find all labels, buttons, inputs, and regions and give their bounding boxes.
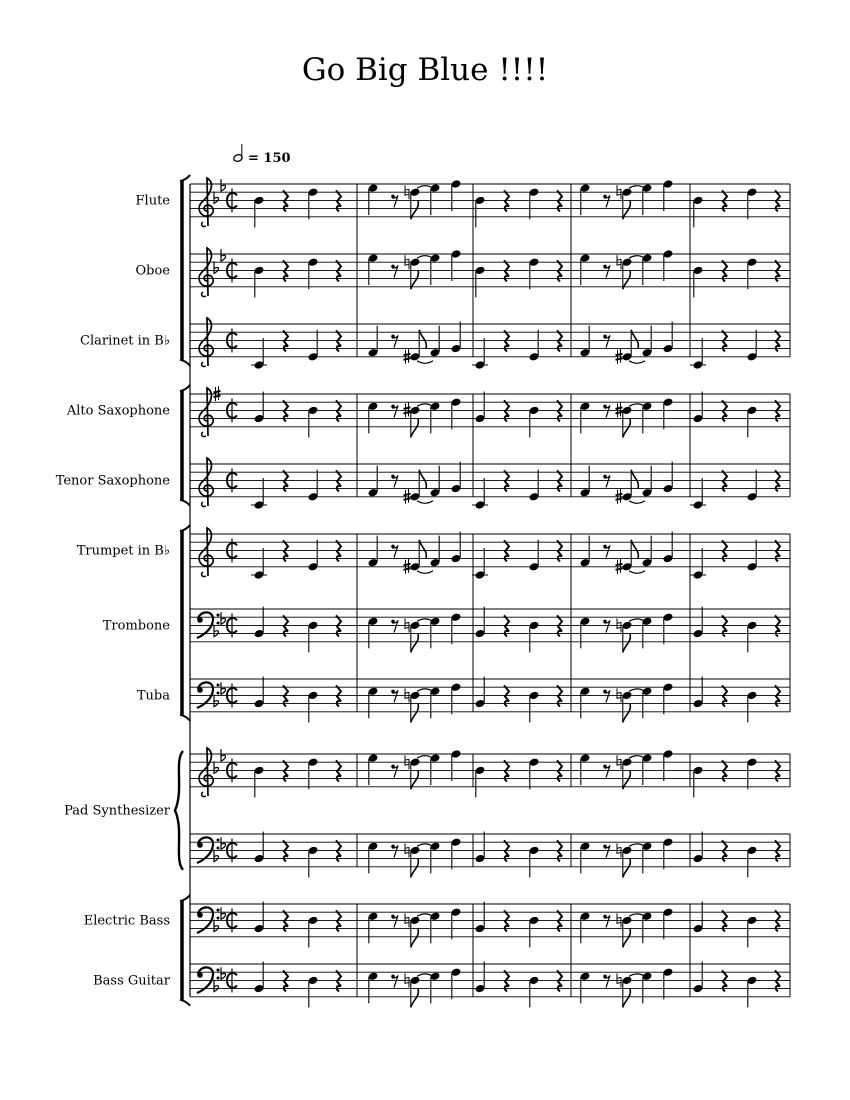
tie (417, 501, 433, 504)
tie (629, 186, 645, 189)
quarter-note (368, 253, 379, 285)
quarter-note (308, 757, 319, 789)
bass-clef-dot (197, 972, 203, 978)
quarter-note (747, 621, 758, 653)
tie (629, 844, 645, 847)
treble-clef-icon (199, 458, 213, 506)
sharp-sign (404, 349, 411, 364)
quarter-note (580, 253, 591, 285)
tie (629, 619, 645, 622)
quarter-note (368, 402, 379, 434)
quarter-note (663, 682, 674, 714)
quarter-note (747, 406, 758, 438)
flat-sign (221, 967, 226, 979)
quarter-note (430, 466, 441, 498)
note-flag (411, 633, 419, 652)
flat-sign (214, 920, 219, 932)
instrument-name-clarinet: Clarinet in B♭ (80, 333, 170, 349)
quarter-note (747, 187, 758, 219)
flat-sign (214, 625, 219, 637)
flat-sign (221, 612, 226, 624)
note-flag (623, 703, 631, 722)
staff-pad-synth-treble (64, 748, 790, 818)
quarter-note (529, 470, 540, 502)
quarter-note (254, 266, 265, 298)
quarter-note (580, 326, 591, 358)
quarter-note (475, 962, 486, 994)
treble-clef-tail (202, 432, 206, 437)
quarter-note (254, 766, 265, 798)
quarter-note (475, 766, 486, 798)
flat-sign (214, 850, 219, 862)
quarter-note (430, 687, 441, 719)
tie (629, 571, 645, 574)
quarter-note (451, 249, 462, 281)
staff-trombone (103, 607, 790, 653)
flat-sign (214, 980, 219, 992)
quarter-note (368, 972, 379, 1004)
flat-sign (221, 179, 226, 191)
quarter-note (747, 916, 758, 948)
quarter-note (430, 753, 441, 785)
treble-clef-icon (199, 748, 213, 796)
eighth-note (622, 257, 633, 289)
sharp-sign (404, 402, 411, 417)
quarter-note (580, 402, 591, 434)
tie (629, 689, 645, 692)
quarter-note (368, 536, 379, 568)
quarter-note (475, 607, 486, 639)
tie (417, 914, 433, 917)
quarter-note (430, 183, 441, 215)
staff-alto-sax (66, 386, 790, 437)
quarter-note (475, 266, 486, 298)
bass-clef-dot-upper (217, 839, 220, 842)
tie (629, 404, 645, 407)
bass-clef-dot-lower (217, 917, 220, 920)
sharp-sign (616, 349, 623, 364)
tie (629, 501, 645, 504)
note-flag (411, 858, 419, 877)
instrument-name-oboe: Oboe (135, 263, 170, 279)
eighth-note (410, 916, 421, 948)
note-flag (623, 200, 631, 219)
eighth-note (410, 621, 421, 653)
note-flag (623, 988, 631, 1007)
instrument-name-alto-sax: Alto Saxophone (66, 403, 170, 419)
quarter-note (580, 912, 591, 944)
quarter-note (308, 976, 319, 1008)
bass-clef-dot-lower (217, 692, 220, 695)
treble-clef-tail (202, 502, 206, 507)
quarter-note (529, 846, 540, 878)
quarter-note (747, 757, 758, 789)
quarter-note (451, 462, 462, 494)
flat-sign (214, 695, 219, 707)
quarter-note (451, 749, 462, 781)
quarter-note (368, 617, 379, 649)
tie (417, 571, 433, 574)
tie (417, 689, 433, 692)
quarter-note (430, 617, 441, 649)
staff-tenor-sax (56, 458, 790, 510)
instrument-name-pad-synth-treble: Pad Synthesizer (64, 803, 170, 819)
quarter-note (472, 338, 488, 370)
quarter-note (308, 257, 319, 289)
quarter-note (451, 179, 462, 211)
note-flag (623, 858, 631, 877)
instrument-name-tenor-sax: Tenor Saxophone (55, 473, 170, 489)
quarter-note (430, 536, 441, 568)
quarter-note (693, 902, 704, 934)
instrument-name-bass-guitar: Bass Guitar (93, 973, 170, 989)
treble-clef-icon (199, 178, 213, 226)
eighth-note (410, 691, 421, 723)
note-flag (623, 633, 631, 652)
quarter-note (693, 766, 704, 798)
tie (629, 974, 645, 977)
quarter-note (693, 677, 704, 709)
tie (629, 756, 645, 759)
quarter-note (529, 406, 540, 438)
quarter-note (580, 753, 591, 785)
quarter-note (308, 470, 319, 502)
sharp-sign (616, 559, 623, 574)
bass-clef-dot-upper (217, 969, 220, 972)
quarter-note (451, 322, 462, 354)
bass-clef-dot (197, 617, 203, 623)
quarter-note (308, 330, 319, 362)
quarter-note (308, 187, 319, 219)
quarter-note (642, 253, 653, 285)
quarter-note (472, 478, 488, 510)
quarter-note (451, 532, 462, 564)
flat-sign (214, 191, 219, 203)
treble-clef-tail (202, 362, 206, 367)
quarter-note (475, 392, 486, 424)
tie (417, 256, 433, 259)
quarter-note (747, 470, 758, 502)
treble-clef-icon (199, 248, 213, 296)
instrument-name-flute: Flute (135, 193, 170, 209)
bass-clef-dot (197, 687, 203, 693)
bass-clef-dot (197, 842, 203, 848)
quarter-note (747, 846, 758, 878)
quarter-note (529, 257, 540, 289)
note-flag (411, 988, 419, 1007)
quarter-note (747, 257, 758, 289)
eighth-note (410, 257, 421, 289)
quarter-note (693, 196, 704, 228)
staff-pad-synth-bass (190, 832, 790, 878)
piano-brace (175, 751, 183, 870)
quarter-note (580, 842, 591, 874)
quarter-note (529, 916, 540, 948)
quarter-note (254, 607, 265, 639)
quarter-note (580, 972, 591, 1004)
quarter-note (580, 687, 591, 719)
note-flag (411, 418, 419, 437)
quarter-note (747, 691, 758, 723)
quarter-note (254, 196, 265, 228)
quarter-note (642, 753, 653, 785)
quarter-note (693, 962, 704, 994)
quarter-note (663, 322, 674, 354)
bass-clef-dot-lower (217, 847, 220, 850)
group-bracket (180, 385, 790, 506)
eighth-note (622, 691, 633, 723)
quarter-note (529, 330, 540, 362)
quarter-note (663, 612, 674, 644)
eighth-note (410, 757, 421, 789)
quarter-note (475, 196, 486, 228)
quarter-note (472, 548, 488, 580)
quarter-note (368, 912, 379, 944)
quarter-note (747, 540, 758, 572)
quarter-note (451, 837, 462, 869)
eighth-note (622, 757, 633, 789)
bass-clef-dot-upper (217, 614, 220, 617)
tie (417, 361, 433, 364)
sharp-sign (616, 489, 623, 504)
note-flag (623, 928, 631, 947)
quarter-note (529, 691, 540, 723)
quarter-note (451, 907, 462, 939)
quarter-note (254, 392, 265, 424)
eighth-note (410, 846, 421, 878)
quarter-note (747, 976, 758, 1008)
bass-clef-dot (197, 912, 203, 918)
treble-clef-icon (199, 318, 213, 366)
eighth-note (410, 976, 421, 1008)
quarter-note (430, 912, 441, 944)
eighth-note (622, 406, 633, 438)
staff-oboe (136, 248, 791, 297)
quarter-note (663, 967, 674, 999)
quarter-note (451, 967, 462, 999)
quarter-note (580, 617, 591, 649)
quarter-note (642, 842, 653, 874)
quarter-note (663, 907, 674, 939)
quarter-note (251, 548, 267, 580)
quarter-note (368, 326, 379, 358)
quarter-note (368, 183, 379, 215)
quarter-note (663, 397, 674, 429)
bass-clef-dot-lower (217, 977, 220, 980)
tie (417, 619, 433, 622)
note-flag (411, 928, 419, 947)
tie (417, 974, 433, 977)
treble-clef-tail (202, 292, 206, 297)
flat-sign (221, 682, 226, 694)
quarter-note (475, 902, 486, 934)
flat-sign (221, 907, 226, 919)
quarter-note (580, 536, 591, 568)
quarter-note (693, 266, 704, 298)
bass-clef-dot-upper (217, 909, 220, 912)
quarter-note (368, 687, 379, 719)
quarter-note (529, 976, 540, 1008)
tempo-text: = 150 (248, 151, 291, 166)
quarter-note (642, 536, 653, 568)
quarter-note (368, 753, 379, 785)
quarter-note (690, 548, 706, 580)
quarter-note (308, 846, 319, 878)
treble-clef-icon (199, 528, 213, 576)
group-bracket (180, 525, 790, 721)
score-title: Go Big Blue !!!! (301, 52, 549, 88)
quarter-note (642, 466, 653, 498)
quarter-note (368, 466, 379, 498)
quarter-note (451, 682, 462, 714)
quarter-note (642, 402, 653, 434)
quarter-note (663, 462, 674, 494)
eighth-note (622, 846, 633, 878)
instrument-name-tuba: Tuba (136, 688, 170, 704)
staff-bass-guitar (93, 962, 790, 1008)
flat-sign (214, 261, 219, 273)
quarter-note (308, 621, 319, 653)
quarter-note (430, 253, 441, 285)
quarter-note (690, 338, 706, 370)
eighth-note (622, 621, 633, 653)
instrument-name-trumpet: Trumpet in B♭ (76, 543, 170, 559)
quarter-note (693, 607, 704, 639)
quarter-note (251, 338, 267, 370)
note-flag (623, 418, 631, 437)
sharp-sign (214, 386, 221, 401)
quarter-note (308, 540, 319, 572)
quarter-note (663, 837, 674, 869)
tie (629, 361, 645, 364)
quarter-note (430, 402, 441, 434)
quarter-note (642, 687, 653, 719)
instrument-name-electric-bass: Electric Bass (83, 913, 170, 929)
tie (417, 404, 433, 407)
bass-clef-dot-lower (217, 622, 220, 625)
flat-sign (214, 761, 219, 773)
eighth-note (410, 187, 421, 219)
quarter-note (451, 612, 462, 644)
tempo-mark (233, 144, 291, 166)
quarter-note (663, 749, 674, 781)
quarter-note (642, 183, 653, 215)
quarter-note (642, 972, 653, 1004)
quarter-note (254, 962, 265, 994)
quarter-note (690, 478, 706, 510)
sharp-sign (404, 489, 411, 504)
quarter-note (529, 621, 540, 653)
quarter-note (430, 972, 441, 1004)
treble-clef-tail (202, 572, 206, 577)
quarter-note (251, 478, 267, 510)
treble-clef-icon (199, 388, 213, 436)
quarter-note (529, 540, 540, 572)
quarter-note (642, 326, 653, 358)
eighth-note (622, 187, 633, 219)
quarter-note (430, 842, 441, 874)
eighth-note (410, 406, 421, 438)
quarter-note (693, 832, 704, 864)
quarter-note (693, 392, 704, 424)
quarter-note (663, 249, 674, 281)
quarter-note (529, 757, 540, 789)
staff-tuba (137, 677, 790, 723)
quarter-note (580, 466, 591, 498)
quarter-note (254, 677, 265, 709)
eighth-note (622, 916, 633, 948)
tie (417, 186, 433, 189)
tie (629, 256, 645, 259)
quarter-note (663, 532, 674, 564)
tie (417, 844, 433, 847)
quarter-note (642, 912, 653, 944)
quarter-note (663, 179, 674, 211)
quarter-note (642, 617, 653, 649)
quarter-note (308, 406, 319, 438)
sharp-sign (404, 559, 411, 574)
quarter-note (747, 330, 758, 362)
flat-sign (221, 837, 226, 849)
quarter-note (254, 902, 265, 934)
note-flag (411, 703, 419, 722)
quarter-note (475, 677, 486, 709)
quarter-note (529, 187, 540, 219)
quarter-note (475, 832, 486, 864)
instrument-name-trombone: Trombone (102, 618, 170, 634)
quarter-note (451, 397, 462, 429)
quarter-note (308, 691, 319, 723)
quarter-note (430, 326, 441, 358)
bass-clef-dot-upper (217, 684, 220, 687)
sharp-sign (616, 402, 623, 417)
tie (629, 914, 645, 917)
staff-flute (136, 178, 790, 227)
quarter-note (254, 832, 265, 864)
quarter-note (368, 842, 379, 874)
treble-clef-tail (202, 792, 206, 797)
flat-sign (221, 749, 226, 761)
flat-sign (221, 249, 226, 261)
quarter-note (308, 916, 319, 948)
note-flag (411, 200, 419, 219)
quarter-note (580, 183, 591, 215)
treble-clef-tail (202, 222, 206, 227)
eighth-note (622, 976, 633, 1008)
tie (417, 756, 433, 759)
